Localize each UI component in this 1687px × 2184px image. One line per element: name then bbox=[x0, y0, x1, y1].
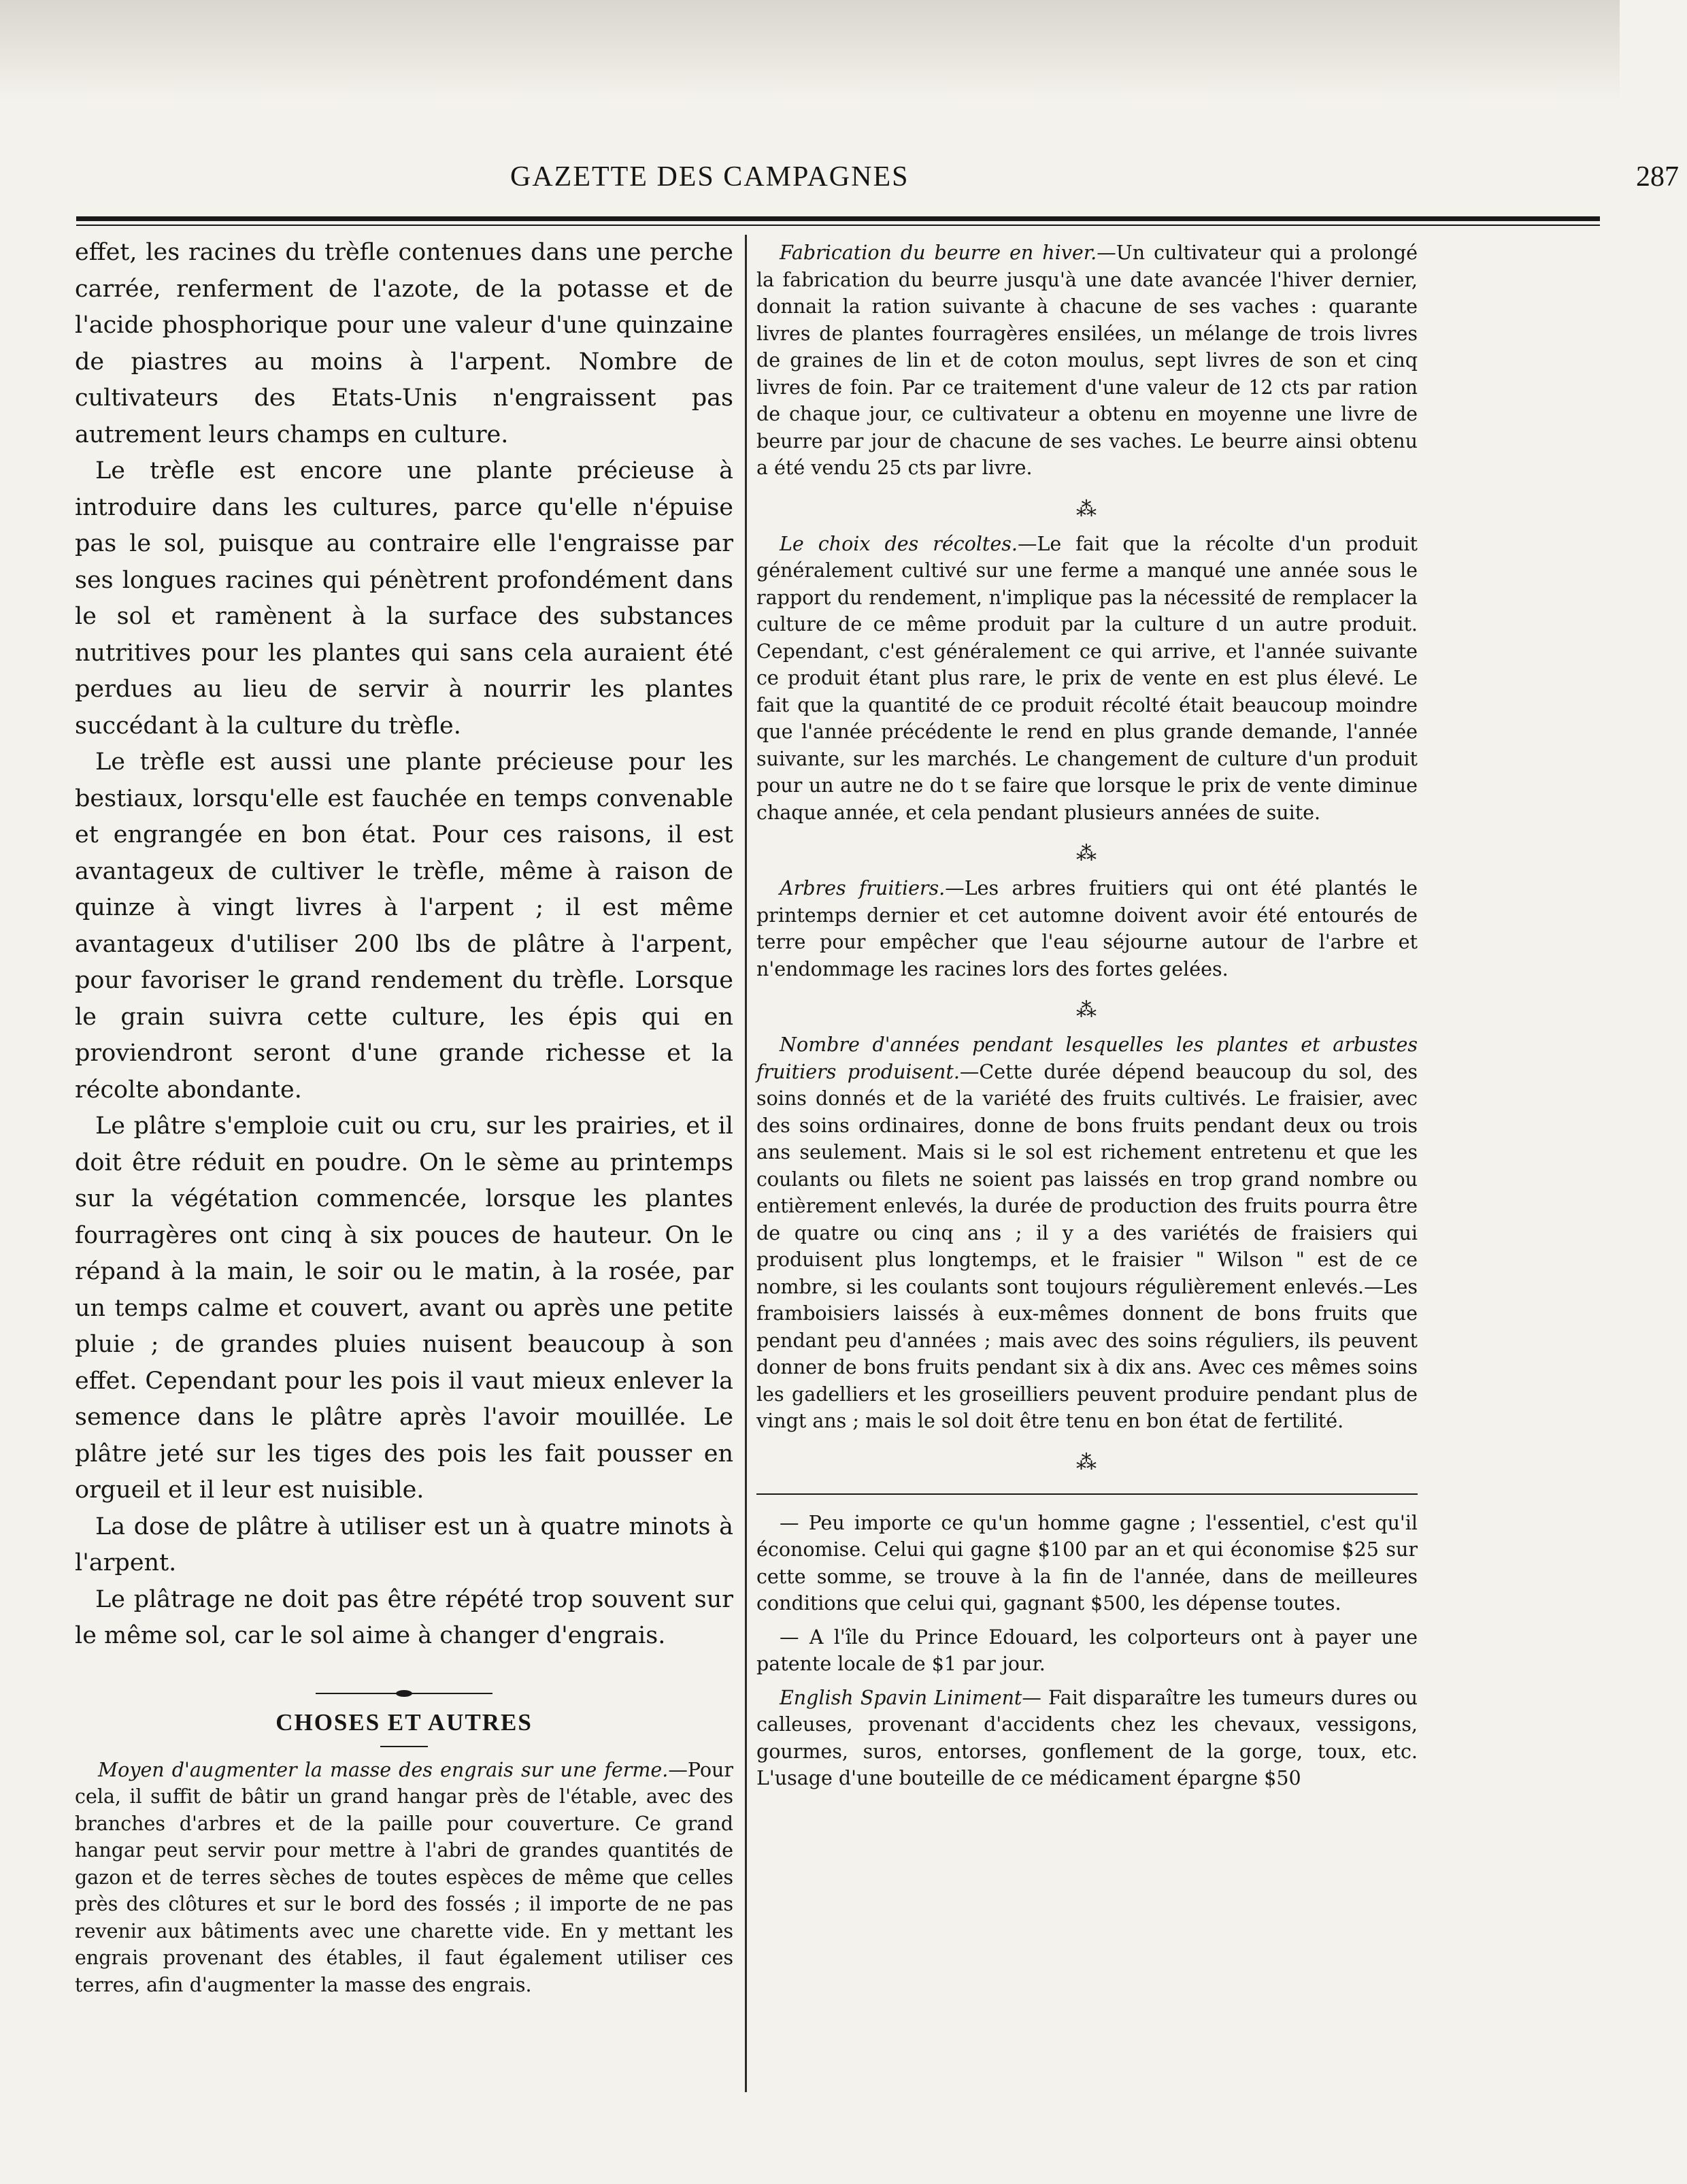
right-column bbox=[756, 239, 1418, 1792]
ad-title: English Spavin Liniment bbox=[780, 1686, 1022, 1709]
news-item bbox=[756, 1031, 1418, 1435]
asterism-divider: ⁂ bbox=[1076, 1450, 1098, 1474]
paragraph: Le plâtrage ne doit pas être répété trop souvent sur le même sol, car le sol aime à changer d'engrais. bbox=[75, 1585, 733, 1649]
separator-line bbox=[756, 1493, 1418, 1495]
item-title: Fabrication du beurre en hiver. bbox=[780, 242, 1097, 264]
section-heading: CHOSES ET AUTRES bbox=[275, 1708, 533, 1736]
paragraph: Le trèfle est encore une plante précieuse à introduire dans les cultures, parce qu'elle n'épuise pas le sol, puisque au contraire elle l'engraisse par ses longues racines qui pénètrent profondément dans le sol et ramènent à la surface des substances nutritives pour les plantes qui sans cela auraient été perdues au lieu de servir à nourrir les plantes succédant à la culture du trèfle. bbox=[75, 457, 733, 740]
page-edge-shadow bbox=[0, 0, 1620, 102]
paragraph: La dose de plâtre à utiliser est un à quatre minots à l'arpent. bbox=[75, 1512, 733, 1576]
item-title: Arbres fruitiers. bbox=[780, 877, 946, 899]
item-body: —Le fait que la récolte d'un produit généralement cultivé sur une ferme a manqué une année sous le rapport du rendement, n'implique pas la nécessité de remplacer la culture de ce même produit par la culture d un autre produit. Cependant, c'est généralement ce qui arrive, et l'année suivante ce produit étant plus rare, le prix de vente en est plus élevé. Le fait que la quantité de ce produit récolté était beaucoup moindre que l'année précédente le rend en plus grande demande, l'année suivante, sur les marchés. Le changement de culture d'un produit pour un autre ne do t se faire que lorsque le prix de vente diminue chaque année, et cela pendant plusieurs années de suite. bbox=[756, 532, 1418, 824]
item-paragraph bbox=[75, 1757, 733, 1999]
running-title: GAZETTE DES CAMPAGNES bbox=[510, 161, 909, 193]
asterism-divider: ⁂ bbox=[1076, 998, 1098, 1022]
advertisement bbox=[756, 1685, 1418, 1792]
short-note: — A l'île du Prince Edouard, les colporteurs ont à payer une patente locale de $1 par jour. bbox=[756, 1625, 1418, 1675]
section-item bbox=[75, 1757, 733, 1999]
item-body: —Pour cela, il suffit de bâtir un grand hangar près de l'étable, avec des branches d'arbres et de la paille pour couverture. Ce grand hangar peut servir pour mettre à l'abri de grandes quantités de gazon et de terres sèches de toutes espèces de même que celles près des clôtures et sur le bord des fossés ; il importe de ne pas revenir aux bâtiments avec une charette vide. En y mettant les engrais provenant des étables, il faut également utiliser ces terres, afin d'augmenter la masse des engrais. bbox=[75, 1758, 733, 1996]
news-item bbox=[756, 875, 1418, 982]
header-rule-thin bbox=[76, 225, 1600, 226]
item-body: —Un cultivateur qui a prolongé la fabrication du beurre jusqu'à une date avancée l'hiver dernier, donnait la ration suivante à chacune de ses vaches : quarante livres de plantes fourragères ensilées, un mélange de trois livres de graines de lin et de coton moulus, sept livres de son et cinq livres de foin. Par ce traitement d'une valeur de 12 cts par ration de chaque jour, ce cultivateur a obtenu en moyenne une livre de beurre par jour de chacune de ses vaches. Le beurre ainsi obtenu a été vendu 25 cts par livre. bbox=[756, 242, 1418, 479]
item-title: Moyen d'augmenter la masse des engrais sur une ferme. bbox=[98, 1758, 669, 1781]
item-body: —Les arbres fruitiers qui ont été plantés le printemps dernier et cet automne doivent avoir été entourés de terre pour empêcher que l'eau séjourne autour de l'arbre et n'endommage les racines lors des fortes gelées. bbox=[756, 877, 1418, 980]
news-item bbox=[756, 239, 1418, 482]
left-column bbox=[75, 235, 733, 1998]
item-body: —Cette durée dépend beaucoup du sol, des soins donnés et de la variété des fruits cultivés. Le fraisier, avec des soins ordinaires, donne de bons fruits pendant deux ou trois ans seulement. Mais si le sol est richement entretenu et que les coulants ou filets ne soient pas laissés en trop grand nombre ou entièrement enlevés, la durée de production des fruits pourra être de quatre ou cinq ans ; il y a des variétés de fraisiers qui produisent plus longtemps, et le fraisier " Wilson " est de ce nombre, si les coulants sont toujours régulièrement enlevés.—Les framboisiers laissés à eux-mêmes donnent de bons fruits que pendant peu d'années ; mais avec des soins réguliers, ils peuvent donner de bons fruits pendant six à dix ans. Avec ces mêmes soins les gadelliers et les groseilliers peuvent produire pendant plus de vingt ans ; mais le sol doit être tenu en bon état de fertilité. bbox=[756, 1060, 1418, 1432]
asterism-divider: ⁂ bbox=[1076, 497, 1098, 521]
short-note: — Peu importe ce qu'un homme gagne ; l'essentiel, c'est qu'il économise. Celui qui gagne $100 par an et qui économise $25 sur cette somme, se trouve à la fin de l'année, dans de meilleures conditions que celui qui, gagnant $500, les dépense toutes. bbox=[756, 1511, 1418, 1615]
trefle-article bbox=[75, 235, 733, 1655]
asterism-divider: ⁂ bbox=[1076, 842, 1098, 865]
page-header bbox=[408, 161, 1687, 201]
ad-body: — Fait disparaître les tumeurs dures ou calleuses, provenant d'accidents chez les chevaux, vessigons, gourmes, suros, entorses, gonflement de la gorge, toux, etc. L'usage d'une bouteille de ce médicament épargne $50 bbox=[756, 1686, 1418, 1789]
page-number: 287 bbox=[1636, 161, 1679, 193]
paragraph: effet, les racines du trèfle contenues dans une perche carrée, renferment de l'azote, de la potasse et de l'acide phosphorique pour une valeur d'une quinzaine de piastres au moins à l'arpent. Nombre de cultivateurs des Etats-Unis n'engraissent pas autrement leurs champs en culture. bbox=[75, 239, 733, 448]
news-item bbox=[756, 531, 1418, 827]
item-title: Le choix des récoltes. bbox=[780, 532, 1018, 555]
header-rule-thick bbox=[76, 216, 1600, 221]
section-ornament bbox=[316, 1690, 492, 1697]
column-divider bbox=[745, 235, 747, 2092]
item-title: Nombre d'années pendant lesquelles les plantes et arbustes fruitiers produisent. bbox=[756, 1033, 1418, 1083]
heading-underline bbox=[380, 1746, 428, 1747]
paragraph: Le trèfle est aussi une plante précieuse pour les bestiaux, lorsqu'elle est fauchée en temps convenable et engrangée en bon état. Pour ces raisons, il est avantageux de cultiver le trèfle, même à raison de quinze à vingt livres à l'arpent ; il est même avantageux d'utiliser 200 lbs de plâtre à l'arpent, pour favoriser le grand rendement du trèfle. Lorsque le grain suivra cette culture, les épis qui en proviendront seront d'une grande richesse et la récolte abondante. bbox=[75, 748, 733, 1104]
paragraph: Le plâtre s'emploie cuit ou cru, sur les prairies, et il doit être réduit en poudre. On le sème au printemps sur la végétation commencée, lorsque les plantes fourragères ont cinq à six pouces de hauteur. On le répand à la main, le soir ou le matin, à la rosée, par un temps calme et couvert, avant ou après une petite pluie ; de grandes pluies nuisent beaucoup à son effet. Cependant pour les pois il vaut mieux enlever la semence dans le plâtre après l'avoir mouillée. Le plâtre jeté sur les tiges des pois les fait pousser en orgueil et il leur est nuisible. bbox=[75, 1112, 733, 1504]
